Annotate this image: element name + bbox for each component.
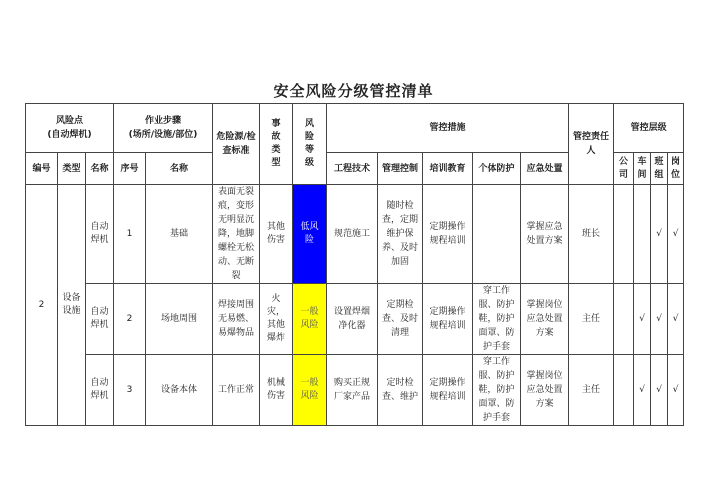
row-training: 定期操作规程培训 — [423, 284, 473, 355]
row-team: √ — [651, 355, 668, 426]
row-name: 自动焊机 — [86, 355, 114, 426]
row-engineering: 规范施工 — [327, 185, 378, 284]
row-accident: 机械伤害 — [260, 355, 293, 426]
header-step-name: 名称 — [146, 153, 213, 185]
row-hazard: 工作正常 — [213, 355, 260, 426]
table-row — [26, 185, 684, 284]
row-workshop — [634, 185, 651, 284]
header-type: 类型 — [58, 153, 86, 185]
header-ppe: 个体防护 — [473, 153, 521, 185]
row-emergency: 掌握岗位应急处置方案 — [521, 355, 569, 426]
header-risk-point: 风险点 (自动焊机) — [26, 104, 114, 153]
group-type: 设备设施 — [58, 185, 86, 426]
header-code: 编号 — [26, 153, 58, 185]
row-management: 定期检查、及时清理 — [378, 284, 423, 355]
row-team: √ — [651, 284, 668, 355]
row-workshop: √ — [634, 355, 651, 426]
row-step: 基础 — [146, 185, 213, 284]
row-responsible: 主任 — [569, 355, 614, 426]
header-responsible: 管控责任人 — [569, 104, 614, 185]
row-engineering: 购买正规厂家产品 — [327, 355, 378, 426]
row-ppe: 穿工作服、防护鞋，防护面罩、防护手套 — [473, 284, 521, 355]
row-training: 定期操作规程培训 — [423, 355, 473, 426]
row-company — [614, 284, 634, 355]
row-seq: 3 — [114, 355, 146, 426]
header-post: 岗位 — [668, 153, 684, 185]
header-management: 管理控制 — [378, 153, 423, 185]
row-step: 设备本体 — [146, 355, 213, 426]
row-accident: 其他伤害 — [260, 185, 293, 284]
row-post: √ — [668, 284, 684, 355]
header-engineering: 工程技术 — [327, 153, 378, 185]
header-hazard: 危险源/检查标准 — [213, 104, 260, 185]
row-seq: 2 — [114, 284, 146, 355]
row-emergency: 掌握应急处置方案 — [521, 185, 569, 284]
table-row — [26, 284, 684, 355]
row-team: √ — [651, 185, 668, 284]
group-code: 2 — [26, 185, 58, 426]
page-title: 安全风险分级管控清单 — [273, 82, 434, 100]
row-seq: 1 — [114, 185, 146, 284]
row-training: 定期操作规程培训 — [423, 185, 473, 284]
header-workshop: 车间 — [634, 153, 651, 185]
header-seq: 序号 — [114, 153, 146, 185]
row-ppe — [473, 185, 521, 284]
row-hazard: 焊接周围无易燃、易爆物品 — [213, 284, 260, 355]
risk-level-cell: 低风险 — [293, 185, 327, 284]
header-risk-level: 风险等级 — [293, 104, 327, 185]
risk-level-cell: 一般风险 — [293, 355, 327, 426]
row-hazard: 表面无裂痕，变形无明显沉降，地脚螺栓无松动、无断裂 — [213, 185, 260, 284]
row-step: 场地周围 — [146, 284, 213, 355]
header-training: 培训教育 — [423, 153, 473, 185]
header-emergency: 应急处置 — [521, 153, 569, 185]
row-accident: 火灾，其他爆炸 — [260, 284, 293, 355]
row-post: √ — [668, 355, 684, 426]
row-post: √ — [668, 185, 684, 284]
header-name: 名称 — [86, 153, 114, 185]
header-company: 公司 — [614, 153, 634, 185]
header-steps: 作业步骤 (场所/设施/部位) — [114, 104, 213, 153]
row-workshop: √ — [634, 284, 651, 355]
row-management: 定时检查、维护 — [378, 355, 423, 426]
header-team: 班组 — [651, 153, 668, 185]
row-engineering: 设置焊烟净化器 — [327, 284, 378, 355]
header-control-level: 管控层级 — [614, 104, 684, 153]
risk-level-cell: 一般风险 — [293, 284, 327, 355]
row-company — [614, 355, 634, 426]
header-measures: 管控措施 — [327, 104, 569, 153]
row-name: 自动焊机 — [86, 284, 114, 355]
row-company — [614, 185, 634, 284]
row-responsible: 班长 — [569, 185, 614, 284]
header-accident-type: 事故类型 — [260, 104, 293, 185]
row-name: 自动焊机 — [86, 185, 114, 284]
row-ppe: 穿工作服、防护鞋，防护面罩、防护手套 — [473, 355, 521, 426]
row-management: 随时检查，定期维护保养、及时加固 — [378, 185, 423, 284]
row-emergency: 掌握岗位应急处置方案 — [521, 284, 569, 355]
table-row — [26, 355, 684, 426]
risk-control-table — [25, 103, 684, 426]
row-responsible: 主任 — [569, 284, 614, 355]
